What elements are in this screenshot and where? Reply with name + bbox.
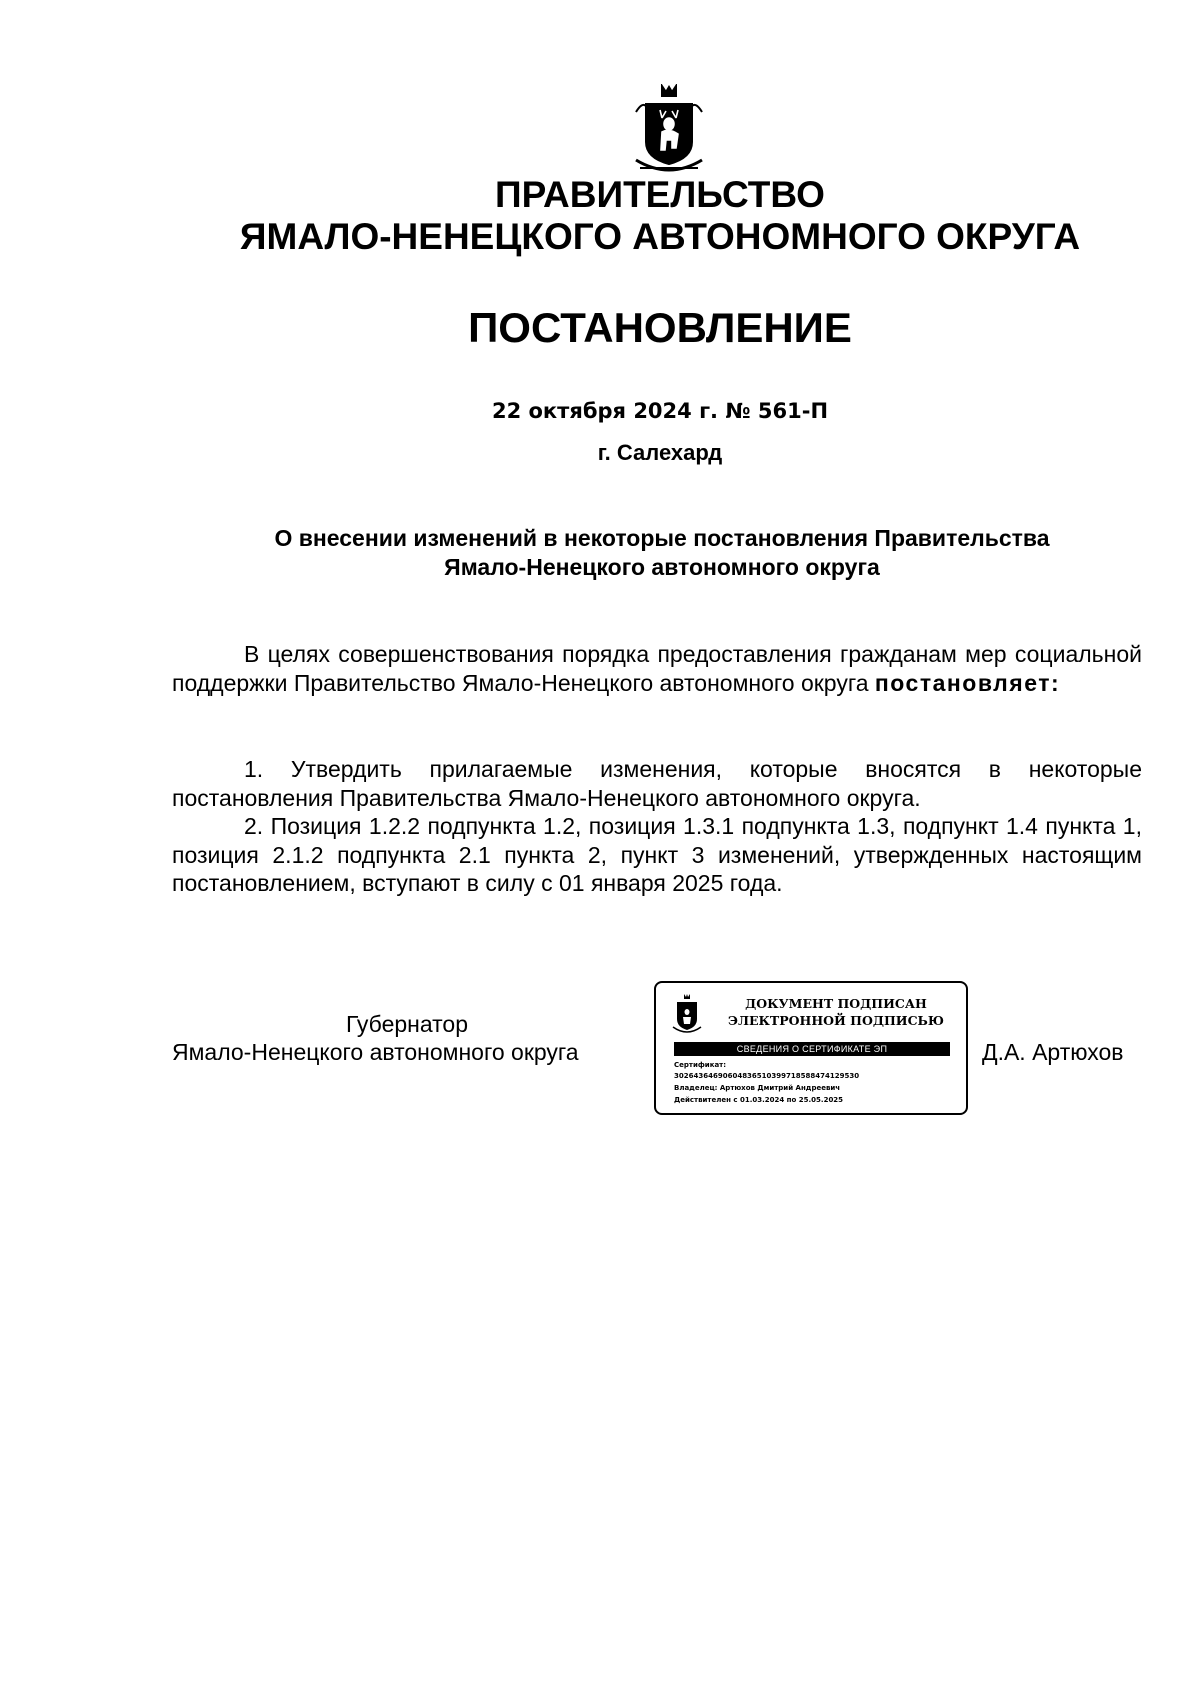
subject-line2: Ямало-Ненецкого автономного округа [444,554,880,580]
document-type: ПОСТАНОВЛЕНИЕ [468,304,852,351]
signatory-title-line2: Ямало-Ненецкого автономного округа [172,1039,579,1065]
e-signature-stamp [654,981,968,1115]
stamp-cert-label: Сертификат: [674,1061,727,1069]
stamp-title-line1: ДОКУМЕНТ ПОДПИСАН [745,996,927,1011]
org-title-line1: ПРАВИТЕЛЬСТВО [495,174,825,215]
document-subject [172,524,1152,582]
org-title-line2: ЯМАЛО-НЕНЕЦКОГО АВТОНОМНОГО ОКРУГА [239,216,1081,257]
preamble-paragraph [172,640,1142,697]
stamp-cert-number: 302643646906048365103997185884741295​30 [674,1072,860,1080]
signatory-title-line1: Губернатор [345,1011,469,1037]
preamble-text: В целях совершенствования порядка предоставления гражданам мер социальной поддержки Правительство Ямало-Ненецкого автономного округа [172,641,1142,696]
stamp-title [716,995,956,1029]
stamp-owner: Владелец: Артюхов Дмитрий Андреевич [674,1084,841,1092]
stamp-validity: Действителен с 01.03.2024 по 25.05.2025 [674,1096,844,1104]
subject-line1: О внесении изменений в некоторые постановления Правительства [274,525,1050,551]
coat-of-arms-icon [632,84,706,176]
coat-of-arms-icon [672,993,702,1035]
stamp-title-line2: ЭЛЕКТРОННОЙ ПОДПИСЬЮ [728,1013,944,1028]
document-date-number: 22 октября 2024 г. № 561-П [491,399,829,423]
signatory-title [172,1010,642,1066]
document-city: г. Салехард [597,440,723,465]
preamble-keyword: постановляет: [874,669,1061,696]
stamp-cert-header: СВЕДЕНИЯ О СЕРТИФИКАТЕ ЭП [674,1042,950,1056]
items-list [172,755,1142,898]
list-item: 2. Позиция 1.2.2 подпункта 1.2, позиция 1.3.1 подпункта 1.3, подпункт 1.4 пункта 1, позиция 2.1.2 подпункта 2.1 пункта 2, пункт 3 изменений, утвержденных настоящим постановлением, вступают в силу с 01 января 2025 года. [172,813,1142,896]
list-item: 1. Утвердить прилагаемые изменения, которые вносятся в некоторые постановления Правительства Ямало-Ненецкого автономного округа. [172,756,1142,811]
signatory-name: Д.А. Артюхов [982,1039,1124,1065]
